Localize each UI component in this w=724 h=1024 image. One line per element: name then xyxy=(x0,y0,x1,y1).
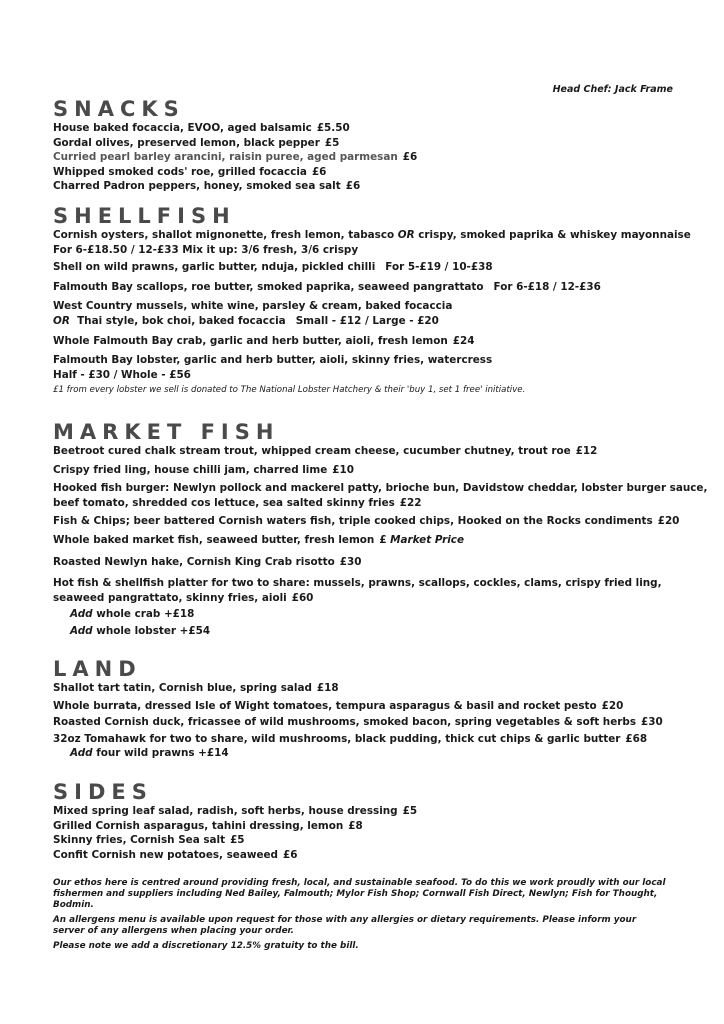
item-price: £5 xyxy=(324,136,340,149)
market-fish-section xyxy=(53,420,708,639)
menu-item: Whole baked market fish, seaweed butter, fresh lemon £ Market Price xyxy=(53,533,465,546)
menu-item: Curried pearl barley arancini, raisin puree, aged parmesan £6 xyxy=(53,151,418,164)
menu-item: Beetroot cured chalk stream trout, whipped cream cheese, cucumber chutney, trout roe £12 xyxy=(53,445,598,457)
ethos-note: Our ethos here is centred around providing fresh, local, and sustainable seafood. To do this we work proudly with our local fishermen and suppliers including Ned Bailey, Falmouth; Mylor Fish Shop; Cornwall Fish Direct, Newlyn; Fish for Thought, Bodmin. xyxy=(53,878,666,910)
item-price: £6 xyxy=(345,180,361,193)
shellfish-section xyxy=(53,204,691,396)
snacks-section xyxy=(53,98,673,194)
menu-item: Roasted Newlyn hake, Cornish King Crab risotto £30 xyxy=(53,555,362,568)
item-price: £20 xyxy=(657,515,680,528)
add-on-item: Add whole crab +£18 xyxy=(70,608,195,621)
menu-item: Falmouth Bay scallops, roe butter, smoked paprika, seaweed pangrattato For 6-£18 / 12-£36 xyxy=(53,280,601,293)
shellfish-heading: SHELLFISH xyxy=(53,204,236,228)
item-price: £22 xyxy=(399,496,422,509)
menu-item: 32oz Tomahawk for two to share, wild mushrooms, black pudding, thick cut chips & garlic butter £68 xyxy=(53,732,648,745)
menu-item: Fish & Chips; beer battered Cornish waters fish, triple cooked chips, Hooked on the Rocks condiments £20 xyxy=(53,515,680,528)
sides-section xyxy=(53,781,673,862)
item-price: £10 xyxy=(332,463,354,476)
menu-item: Skinny fries, Cornish Sea salt £5 xyxy=(53,834,245,847)
gratuity-note: Please note we add a discretionary 12.5% gratuity to the bill. xyxy=(53,941,359,951)
menu-item: Whole Falmouth Bay crab, garlic and herb butter, aioli, fresh lemon £24 xyxy=(53,334,475,347)
menu-item: Hot fish & shellfish platter for two to share: mussels, prawns, scallops, cockles, clams, crispy fried ling, xyxy=(53,577,662,590)
allergens-note: An allergens menu is available upon request for those with any allergies or dietary requirements. Please inform your server of any allergens when placing your order. xyxy=(53,915,637,936)
item-price: For 5-£19 / 10-£38 xyxy=(385,261,493,274)
item-price: £5 xyxy=(230,834,245,847)
menu-item: Mixed spring leaf salad, radish, soft herbs, house dressing £5 xyxy=(53,805,418,817)
add-on-item: Add whole lobster +£54 xyxy=(70,624,211,637)
market-fish-heading: MARKET FISH xyxy=(53,420,280,444)
menu-item: Crispy fried ling, house chilli jam, charred lime £10 xyxy=(53,463,354,476)
menu-item: Falmouth Bay lobster, garlic and herb butter, aioli, skinny fries, watercress xyxy=(53,354,493,367)
menu-item: Confit Cornish new potatoes, seaweed £6 xyxy=(53,848,298,861)
item-price: £30 xyxy=(641,716,663,729)
menu-item: seaweed pangrattato, skinny fries, aioli £60 xyxy=(53,591,314,604)
menu-item: Whole burrata, dressed Isle of Wight tomatoes, tempura asparagus & basil and rocket pesto £20 xyxy=(53,699,624,712)
item-price: £68 xyxy=(625,732,648,745)
sides-heading: SIDES xyxy=(53,780,153,804)
land-section xyxy=(53,658,673,761)
item-price: £12 xyxy=(575,445,598,457)
menu-item: Charred Padron peppers, honey, smoked sea salt £6 xyxy=(53,180,361,193)
head-chef-credit: Head Chef: Jack Frame xyxy=(552,84,673,95)
item-price: For 6-£18.50 / 12-£33 Mix it up: 3/6 fresh, 3/6 crispy xyxy=(53,243,359,256)
menu-item: Shallot tart tatin, Cornish blue, spring salad £18 xyxy=(53,682,339,694)
item-price: Small - £12 / Large - £20 xyxy=(295,314,439,327)
menu-item: Gordal olives, preserved lemon, black pepper £5 xyxy=(53,136,340,149)
item-price: For 6-£18 / 12-£36 xyxy=(493,280,601,293)
menu-item: West Country mussels, white wine, parsley & cream, baked focaccia xyxy=(53,300,453,313)
menu-item: Hooked fish burger: Newlyn pollock and mackerel patty, brioche bun, Davidstow cheddar, lobster burger sauce, xyxy=(53,482,708,495)
menu-item: OR Thai style, bok choi, baked focaccia Small - £12 / Large - £20 xyxy=(53,314,439,327)
item-price: £20 xyxy=(601,699,624,712)
menu-item: Shell on wild prawns, garlic butter, nduja, pickled chilli For 5-£19 / 10-£38 xyxy=(53,261,493,274)
market-price-label: Market Price xyxy=(390,533,465,546)
add-on-item: Add four wild prawns +£14 xyxy=(70,747,229,760)
land-heading: LAND xyxy=(53,657,142,681)
item-price: £ xyxy=(379,533,387,546)
item-price: £8 xyxy=(348,819,363,832)
item-price: £5.50 xyxy=(316,122,350,134)
item-price: £6 xyxy=(311,165,327,178)
menu-item: Cornish oysters, shallot mignonette, fresh lemon, tabasco OR crispy, smoked paprika & whiskey mayonnaise xyxy=(53,229,691,241)
footer-notes xyxy=(53,878,673,952)
item-price: £60 xyxy=(291,591,314,604)
menu-item: House baked focaccia, EVOO, aged balsamic £5.50 xyxy=(53,122,350,134)
item-price: £24 xyxy=(452,334,475,347)
menu-item: beef tomato, shredded cos lettuce, sea salted skinny fries £22 xyxy=(53,496,422,509)
lobster-donation-note: £1 from every lobster we sell is donated to The National Lobster Hatchery & their 'buy 1, set 1 free' initiative. xyxy=(53,385,526,396)
item-price: £6 xyxy=(402,151,418,164)
menu-item: Roasted Cornish duck, fricassee of wild mushrooms, smoked bacon, spring vegetables & soft herbs £30 xyxy=(53,716,663,729)
item-price: £30 xyxy=(339,555,362,568)
item-price: £18 xyxy=(316,682,339,694)
menu-item: Grilled Cornish asparagus, tahini dressing, lemon £8 xyxy=(53,819,363,832)
menu-item: Whipped smoked cods' roe, grilled focaccia £6 xyxy=(53,165,327,178)
snacks-heading: SNACKS xyxy=(53,97,185,121)
item-price: Half - £30 / Whole - £56 xyxy=(53,368,191,381)
item-price: £5 xyxy=(402,805,418,817)
item-price: £6 xyxy=(283,848,298,861)
